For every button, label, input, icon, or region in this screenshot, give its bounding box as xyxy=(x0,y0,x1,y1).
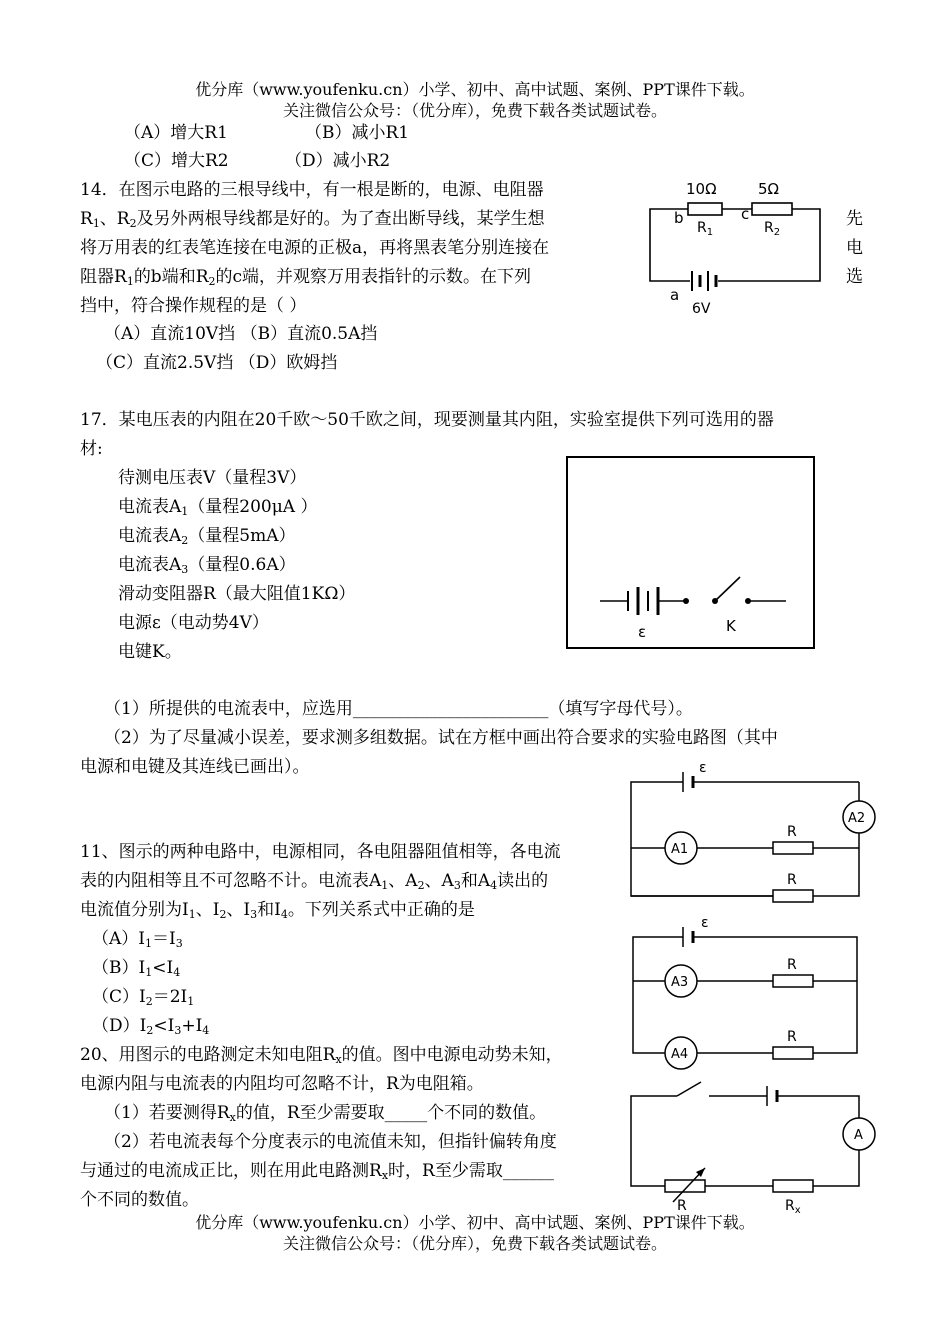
q11-f2-r2-label: R xyxy=(787,1029,797,1045)
q17-switch-blade xyxy=(715,577,740,601)
q11-f1-resistor-1 xyxy=(773,842,813,854)
header-line-2: 关注微信公众号：（优分库），免费下载各类试题试卷。 xyxy=(282,101,667,120)
q11-option-b: $(B)I_1<I_4$ xyxy=(92,958,181,979)
footer-line-1: 优分库（www.youfenku.cn）小学、初中、高中试题、案例、PPT课件下载。 xyxy=(195,1213,755,1232)
q20-switch-blade xyxy=(677,1082,701,1096)
q11-f1-r2-label: R xyxy=(787,872,797,888)
q11-f2-resistor-1 xyxy=(773,975,813,987)
q14-wire-left xyxy=(650,209,690,281)
q14-resistor-r2 xyxy=(752,203,792,215)
q11-circuit-figure-1 xyxy=(625,760,885,905)
q20-rx-label: $R_x$ xyxy=(785,1198,801,1216)
q14-options-ab: （A）直流10V挡 （B）直流0.5A挡 xyxy=(104,324,378,344)
q14-line-1: 14．在图示电路的三根导线中，有一根是断的，电源、电阻器 xyxy=(80,180,544,200)
q20-part-2-line-1: （2）若电流表每个分度表示的电流值未知，但指针偏转角度 xyxy=(104,1132,557,1152)
q14-fragment-1: 先 xyxy=(846,209,863,229)
q14-circuit-figure xyxy=(640,175,830,325)
q11-f2-a3-label: A3 xyxy=(671,975,689,990)
q11-option-a: $(A)I_1=I_3$ xyxy=(92,929,183,950)
q17-source-key-figure xyxy=(590,575,800,645)
q20-r-label: R xyxy=(677,1198,687,1214)
q17-item-voltmeter: 待测电压表V（量程3V） xyxy=(118,468,307,488)
q17-item-rheostat: 滑动变阻器R（最大阻值1KΩ） xyxy=(118,584,356,604)
q20-line-2: 电源内阻与电流表的内阻均可忽略不计，R为电阻箱。 xyxy=(80,1074,484,1094)
q17-part-2-line-2: 电源和电键及其连线已画出）。 xyxy=(80,757,310,777)
q20-wire-right-bottom xyxy=(813,1150,859,1186)
q17-emf-label: ε xyxy=(638,623,647,641)
q13-option-b: （B）减小R1 xyxy=(305,123,410,143)
q17-item-source: 电源ε（电动势4V） xyxy=(118,613,269,633)
q11-line-1: 11、图示的两种电路中，电源相同，各电阻器阻值相等，各电流 xyxy=(80,842,561,862)
q17-part-1: （1）所提供的电流表中，应选用_______________________（填写字母代号）。 xyxy=(104,699,693,719)
q11-f1-r1-label: R xyxy=(787,824,797,840)
q17-item-a3: 电流表$A_3$（量程0.6A） xyxy=(118,555,296,576)
q20-circuit-figure xyxy=(625,1078,885,1216)
q14-voltage: 6V xyxy=(692,301,711,317)
q14-label-a: a xyxy=(670,286,680,304)
q14-line-3: 将万用表的红表笔连接在电源的正极a，再将黑表笔分别连接在 xyxy=(80,238,550,258)
q20-wire-left xyxy=(631,1096,677,1186)
q17-node-1 xyxy=(683,598,689,604)
q11-f2-resistor-2 xyxy=(773,1047,813,1059)
q14-fragment-3: 选 xyxy=(846,267,863,287)
q20-ammeter-label: A xyxy=(854,1128,863,1143)
q14-line-5: 挡中，符合操作规程的是（ ） xyxy=(80,296,307,316)
q13-option-d: （D）减小R2 xyxy=(285,151,391,171)
q14-label-c: c xyxy=(741,205,750,223)
q14-r1-label: $R_1$ xyxy=(697,220,714,238)
q14-fragment-2: 电 xyxy=(846,238,863,258)
header-line-1: 优分库（www.youfenku.cn）小学、初中、高中试题、案例、PPT课件下载。 xyxy=(195,80,755,99)
q11-line-3: 电流值分别为$I_1$、$I_2$、$I_3$和$I_4$。下列关系式中正确的是 xyxy=(80,900,475,921)
q13-option-c: （C）增大R2 xyxy=(124,151,229,171)
q11-f1-wire-top xyxy=(631,782,859,896)
q17-item-a1: 电流表$A_1$（量程200μA ） xyxy=(118,497,318,518)
q11-circuit-figure-2 xyxy=(625,915,885,1065)
q13-option-a: （A）增大R1 xyxy=(124,123,228,143)
q17-key-label: K xyxy=(726,617,736,635)
q11-option-d: $(D)I_2<I_3+I_4$ xyxy=(92,1016,210,1037)
q11-f2-wire-right xyxy=(693,937,857,1053)
q17-node-3 xyxy=(745,598,751,604)
q11-line-2: 表的内阻相等且不可忽略不计。电流表$A_1$、$A_2$、$A_3$和$A_4$读出的 xyxy=(80,871,549,892)
q11-f2-emf-label: ε xyxy=(701,915,709,931)
q11-f1-a1-label: A1 xyxy=(671,842,689,857)
q14-options-cd: （C）直流2.5V挡 （D）欧姆挡 xyxy=(96,353,338,373)
q20-line-1: 20、用图示的电路测定未知电阻$R_x$的值。图中电源电动势未知， xyxy=(80,1045,563,1066)
q17-line-1: 17．某电压表的内阻在20千欧～50千欧之间，现要测量其内阻，实验室提供下列可选用的器 xyxy=(80,410,774,430)
q14-r2-value: 5Ω xyxy=(758,180,780,198)
q17-line-2: 材: xyxy=(80,439,103,459)
q20-part-2-line-3: 个不同的数值。 xyxy=(80,1190,199,1210)
q11-f2-r1-label: R xyxy=(787,957,797,973)
q11-f1-a2-label: A2 xyxy=(848,811,866,826)
q17-item-key: 电键K。 xyxy=(118,642,182,662)
q14-label-b: b xyxy=(674,209,684,227)
q14-resistor-r1 xyxy=(688,203,722,215)
q11-option-c: $(C)I_2=2I_1$ xyxy=(92,987,195,1008)
q14-r1-value: 10Ω xyxy=(686,180,717,198)
footer-line-2: 关注微信公众号：（优分库），免费下载各类试题试卷。 xyxy=(282,1234,667,1253)
q20-part-2-line-2: 与通过的电流成正比，则在用此电路测$R_x$时，R至少需取______ xyxy=(80,1161,554,1182)
q17-part-2-line-1: （2）为了尽量减小误差，要求测多组数据。试在方框中画出符合要求的实验电路图（其中 xyxy=(104,728,778,748)
q14-line-4: 阻器$R_1$的b端和$R_2$的c端，并观察万用表指针的示数。在下列 xyxy=(80,267,532,288)
q11-f1-resistor-2 xyxy=(773,890,813,902)
q11-f2-a4-label: A4 xyxy=(671,1047,689,1062)
q11-f1-emf-label: ε xyxy=(699,760,707,776)
q20-resistor-rx xyxy=(773,1180,813,1192)
q20-wire-right xyxy=(777,1096,859,1118)
q17-node-2 xyxy=(712,598,718,604)
q14-line-2: $R_1$、$R_2$及另外两根导线都是好的。为了查出断导线，某学生想 xyxy=(80,209,545,230)
q20-part-1: （1）若要测得$R_x$的值，R至少需要取_____个不同的数值。 xyxy=(104,1103,547,1124)
q17-item-a2: 电流表$A_2$（量程5mA） xyxy=(118,526,296,547)
q14-r2-label: $R_2$ xyxy=(764,220,781,238)
